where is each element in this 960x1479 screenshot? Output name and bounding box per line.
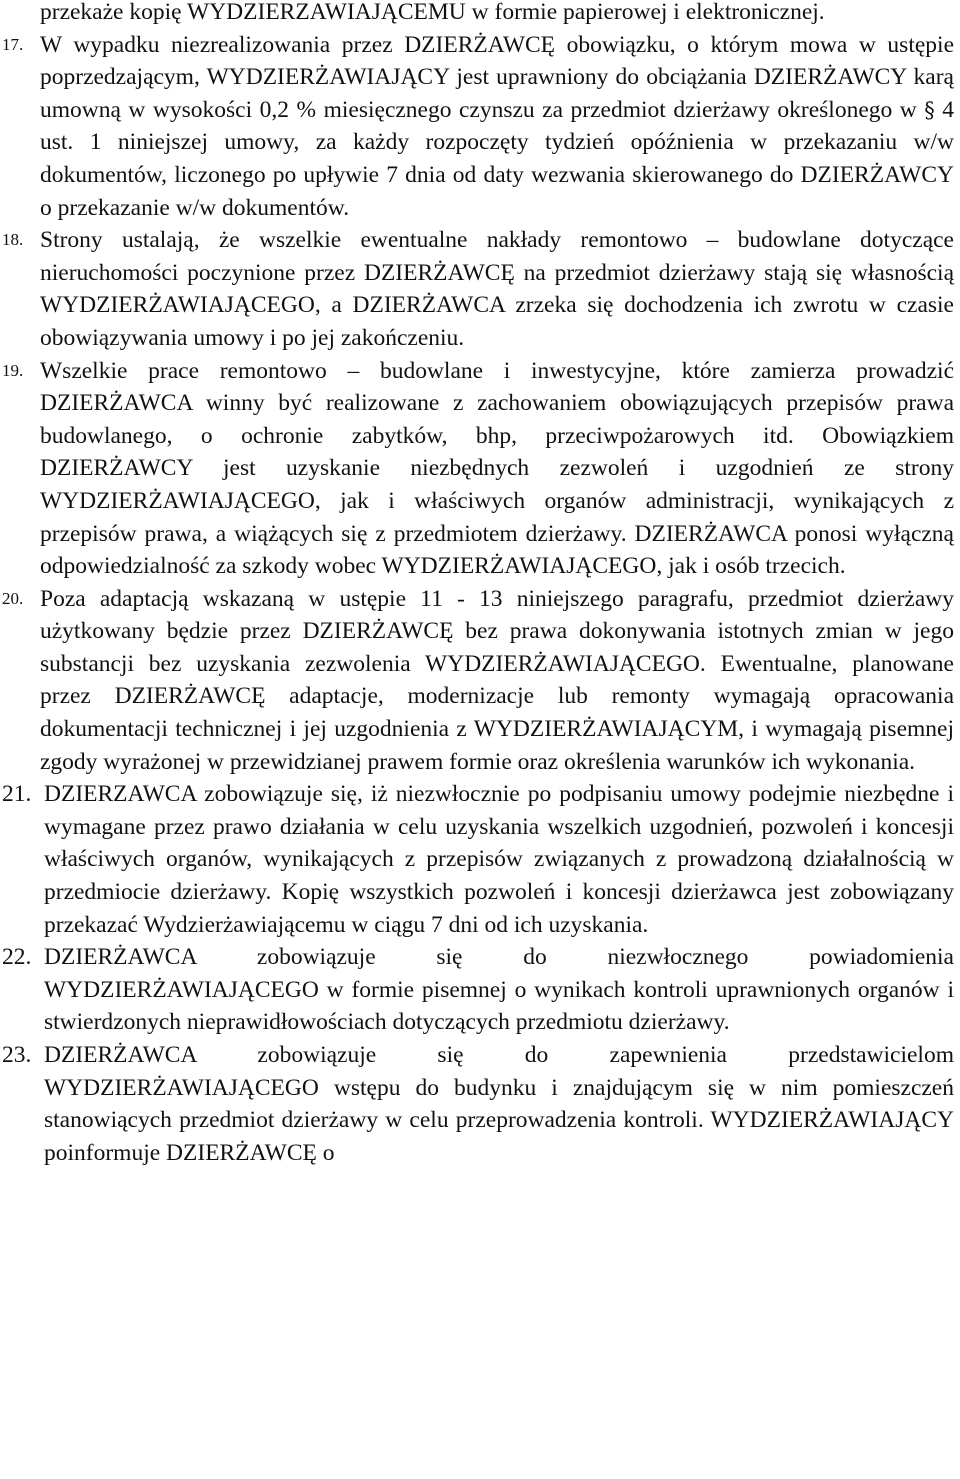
paragraph-20 [2, 583, 954, 779]
paragraph-21 [2, 778, 954, 941]
paragraph-number: 21. [2, 781, 32, 808]
paragraph-text: DZIERŻAWCA zobowiązuje się do niezwłocznego powiadomienia WYDZIERŻAWIAJĄCEGO w formie pisemnej o wynikach kontroli uprawnionych organów i stwierdzonych nieprawidłowościach dotyczących przedmiotu dzierżawy. [44, 944, 954, 1036]
section-sign: § [924, 97, 935, 122]
paragraph-text-continued: 4 ust. 1 niniejszej umowy, za każdy rozpoczęty tydzień opóźnienia w przekazaniu w/w dokumentów, liczonego po upływie 7 dnia od daty wezwania skierowanego do DZIERŻAWCY o przekazanie w/w dokumentów. [40, 96, 954, 221]
paragraph-text: Wszelkie prace remontowo – budowlane i inwestycyjne, które zamierza prowadzić DZIERŻAWCA winny być realizowane z zachowaniem obowiązujących przepisów prawa budowlanego, o ochronie zabytków, bhp, przeciwpożarowych itd. Obowiązkiem DZIERŻAWCY jest uzyskanie niezbędnych zezwoleń i uzgodnień ze strony WYDZIERŻAWIAJĄCEGO, jak i właściwych organów administracji, wynikających z przepisów prawa, a wiążących się z przedmiotem dzierżawy. DZIERŻAWCA ponosi wyłączną odpowiedzialność za szkody wobec WYDZIERŻAWIAJĄCEGO, jak i osób trzecich. [40, 357, 954, 580]
paragraph-text: Poza adaptacją wskazaną w ustępie 11 - 13 niniejszego paragrafu, przedmiot dzierżawy użytkowany będzie przez DZIERŻAWCĘ bez prawa dokonywania istotnych zmian w jego substancji bez uzyskania zezwolenia WYDZIERŻAWIAJĄCEGO. Ewentualne, planowane przez DZIERŻAWCĘ adaptacje, modernizacje lub remonty wymagają opracowania dokumentacji technicznej i jej uzgodnienia z WYDZIERŻAWIAJĄCYM, i wymagają pisemnej zgody wyrażonej w przewidzianej prawem formie oraz określenia warunków ich wykonania. [40, 585, 954, 775]
paragraph-22 [2, 941, 954, 1039]
paragraph-23 [2, 1039, 954, 1169]
lead-paragraph [40, 0, 954, 29]
paragraph-text: W wypadku niezrealizowania przez DZIERŻAWCĘ obowiązku, o którym mowa w ustępie poprzedzającym, WYDZIERŻAWIAJĄCY jest uprawniony do obciążania DZIERŻAWCY karą umowną w wysokości 0,2 % miesięcznego czynszu za przedmiot dzierżawy określonego w [40, 31, 954, 123]
paragraph-number: 18. [2, 230, 24, 250]
paragraph-text: DZIERZAWCA zobowiązuje się, iż niezwłocznie po podpisaniu umowy podejmie niezbędne i wymagane przez prawo działania w celu uzyskania wszelkich uzgodnień, pozwoleń i koncesji właściwych organów, wynikających z przepisów związanych z prowadzoną działalnością w przedmiocie dzierżawy. Kopię wszystkich pozwoleń i koncesji dzierżawca jest zobowiązany przekazać Wydzierżawiającemu w ciągu 7 dni od ich uzyskania. [44, 781, 954, 938]
lead-text: przekaże kopię WYDZIERZAWIAJĄCEMU w formie papierowej i elektronicznej. [40, 0, 825, 25]
paragraph-text: Strony ustalają, że wszelkie ewentualne nakłady remontowo – budowlane dotyczące nieruchomości poczynione przez DZIERŻAWCĘ na przedmiot dzierżawy stają się własnością WYDZIERŻAWIAJĄCEGO, a DZIERŻAWCA zrzeka się dochodzenia ich zwrotu w czasie obowiązywania umowy i po jej zakończeniu. [40, 227, 954, 351]
document-page [2, 0, 954, 1173]
paragraph-number: 23. [2, 1042, 32, 1068]
paragraph-number: 22. [2, 944, 32, 971]
paragraph-number: 17. [2, 34, 24, 54]
paragraph-number: 20. [2, 588, 24, 608]
paragraph-number: 19. [2, 360, 24, 380]
paragraph-17 [2, 29, 954, 225]
paragraph-18 [2, 224, 954, 354]
paragraph-19 [2, 355, 954, 583]
paragraph-text: DZIERŻAWCA zobowiązuje się do zapewnienia przedstawicielom WYDZIERŻAWIAJĄCEGO wstępu do budynku i znajdującym się w nim pomieszczeń stanowiących przedmiot dzierżawy w celu przeprowadzenia kontroli. WYDZIERŻAWIAJĄCY poinformuje DZIERŻAWCĘ o [44, 1042, 954, 1166]
